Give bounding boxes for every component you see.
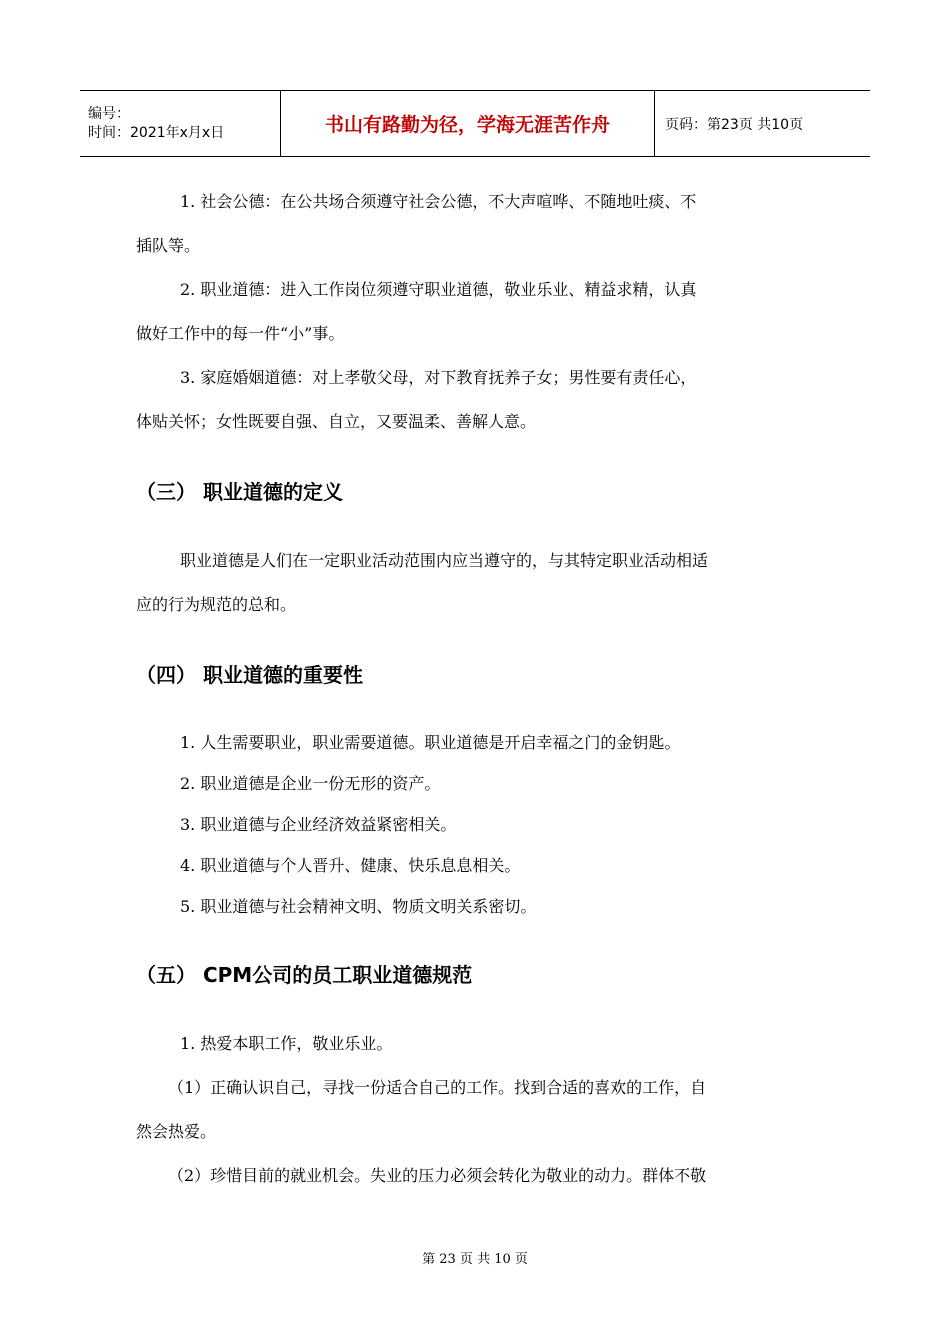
header-motto: 书山有路勤为径，学海无涯苦作舟	[324, 114, 610, 136]
page-footer: 第 23 页 共 10 页	[422, 1252, 528, 1267]
section5-sub2-line1: （2）珍惜目前的就业机会。失业的压力必须会转化为敬业的动力。群体不敬	[168, 1166, 707, 1185]
list-item: 3. 职业道德与企业经济效益紧密相关。	[180, 815, 457, 834]
paragraph-family-ethics-line1: 3. 家庭婚姻道德：对上孝敬父母，对下教育抚养子女；男性要有责任心，	[180, 368, 697, 387]
paragraph-professional-ethics-line2: 做好工作中的每一件“小”事。	[136, 324, 345, 343]
header-table	[80, 90, 870, 157]
section4-heading: （四） 职业道德的重要性	[136, 663, 363, 687]
section3-heading: （三） 职业道德的定义	[136, 480, 343, 504]
header-motto-cell	[281, 91, 655, 156]
header-meta-cell	[80, 91, 281, 156]
section4-list	[136, 722, 816, 927]
paragraph-family-ethics-line2: 体贴关怀；女性既要自强、自立，又要温柔、善解人意。	[136, 412, 537, 431]
section5-item1: 1. 热爱本职工作，敬业乐业。	[180, 1034, 393, 1053]
document-number-label: 编号：	[88, 105, 130, 122]
document-body	[136, 180, 816, 1198]
section5-heading: （五） CPM公司的员工职业道德规范	[136, 963, 473, 987]
list-item: 1. 人生需要职业，职业需要道德。职业道德是开启幸福之门的金钥匙。	[180, 733, 681, 752]
section3-paragraph-line1: 职业道德是人们在一定职业活动范围内应当遵守的，与其特定职业活动相适	[180, 551, 709, 570]
header-page-cell	[655, 91, 870, 156]
section5-sub1-line2: 然会热爱。	[136, 1122, 217, 1141]
list-item: 5. 职业道德与社会精神文明、物质文明关系密切。	[180, 897, 537, 916]
paragraph-social-ethics-line1: 1. 社会公德：在公共场合须遵守社会公德，不大声喧哗、不随地吐痰、不	[180, 192, 697, 211]
section5-sub1-line1: （1）正确认识自己，寻找一份适合自己的工作。找到合适的喜欢的工作，自	[168, 1078, 707, 1097]
paragraph-social-ethics-line2: 插队等。	[136, 236, 201, 255]
section3-paragraph-line2: 应的行为规范的总和。	[136, 595, 297, 614]
paragraph-professional-ethics-line1: 2. 职业道德：进入工作岗位须遵守职业道德，敬业乐业、精益求精，认真	[180, 280, 697, 299]
list-item: 4. 职业道德与个人晋升、健康、快乐息息相关。	[180, 856, 521, 875]
header-page-info: 页码：第23页 共10页	[665, 116, 804, 133]
list-item: 2. 职业道德是企业一份无形的资产。	[180, 774, 441, 793]
document-date: 时间：2021年x月x日	[88, 124, 225, 141]
